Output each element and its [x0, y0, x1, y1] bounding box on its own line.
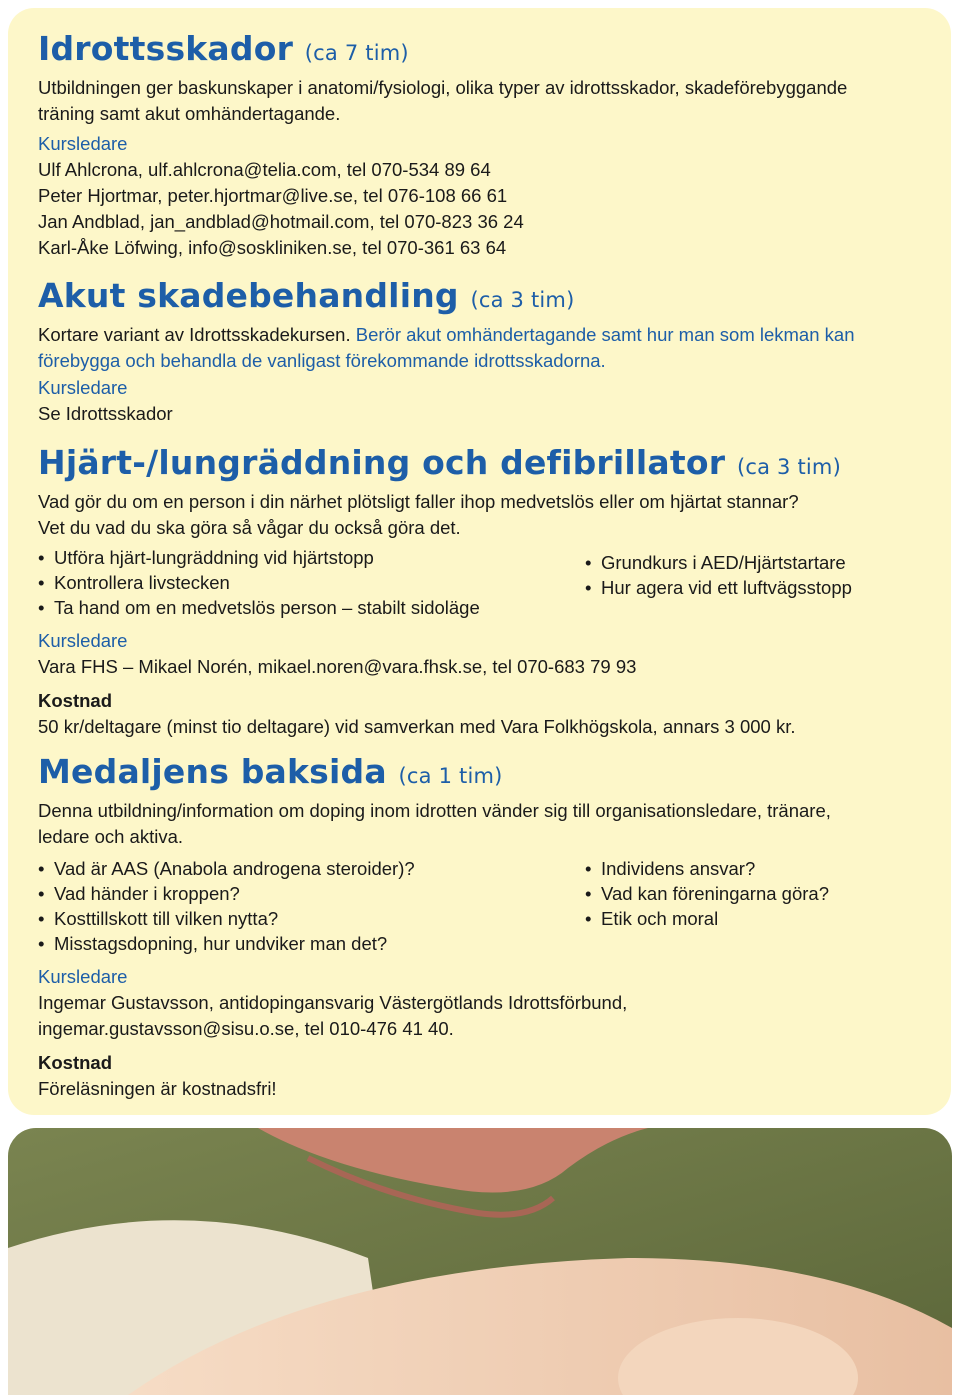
- list-item: • Misstagsdopning, hur undviker man det?: [38, 931, 585, 956]
- leader-line: Vara FHS – Mikael Norén, mikael.noren@vara.fhsk.se, tel 070-683 79 93: [38, 656, 637, 677]
- cpr-training-photo: [8, 1128, 952, 1395]
- list-item: • Hur agera vid ett luftvägsstopp: [585, 575, 852, 600]
- list-item: • Kontrollera livstecken: [38, 570, 585, 595]
- leader-line: ingemar.gustavsson@sisu.o.se, tel 010-476 41 40.: [38, 1018, 454, 1039]
- section-description: Vad gör du om en person i din närhet plötsligt faller ihop medvetslös eller om hjärtat stannar?: [38, 491, 799, 512]
- cost-text: Föreläsningen är kostnadsfri!: [38, 1078, 277, 1099]
- list-item: • Vad händer i kroppen?: [38, 881, 585, 906]
- course-leader-label: Kursledare: [38, 377, 128, 398]
- section-hjart-lungraddning: [38, 444, 918, 740]
- leader-line: Ingemar Gustavsson, antidopingansvarig Västergötlands Idrottsförbund,: [38, 992, 628, 1013]
- bullet-list-left: [38, 856, 585, 956]
- bullet-list-left: [38, 545, 585, 620]
- list-item: • Etik och moral: [585, 906, 829, 931]
- list-item: • Vad kan föreningarna göra?: [585, 881, 829, 906]
- course-leader-label: Kursledare: [38, 630, 128, 651]
- section-description: Denna utbildning/information om doping inom idrotten vänder sig till organisationsledare, tränare, ledare och aktiva.: [38, 800, 831, 847]
- cost-label: Kostnad: [38, 690, 112, 711]
- list-item: • Kosttillskott till vilken nytta?: [38, 906, 585, 931]
- section-title: Medaljens baksida (ca 1 tim): [38, 752, 503, 791]
- section-medaljens-baksida: [38, 753, 918, 1102]
- cpr-photo-illustration: [8, 1128, 952, 1395]
- section-description: Vet du vad du ska göra så vågar du också göra det.: [38, 517, 461, 538]
- list-item: • Vad är AAS (Anabola androgena steroider)?: [38, 856, 585, 881]
- section-title: Idrottsskador (ca 7 tim): [38, 29, 409, 68]
- leader-line: Se Idrottsskador: [38, 403, 173, 424]
- cost-text: 50 kr/deltagare (minst tio deltagare) vid samverkan med Vara Folkhögskola, annars 3 000 kr.: [38, 716, 796, 737]
- bullet-list-right: [585, 550, 852, 620]
- course-leader-label: Kursledare: [38, 966, 128, 987]
- section-title: Hjärt-/lungräddning och defibrillator (ca 3 tim): [38, 443, 841, 482]
- course-leader-label: Kursledare: [38, 133, 128, 154]
- leader-line: Karl-Åke Löfwing, info@soskliniken.se, tel 070-361 63 64: [38, 237, 507, 258]
- cost-label: Kostnad: [38, 1052, 112, 1073]
- list-item: • Individens ansvar?: [585, 856, 829, 881]
- section-description: Kortare variant av Idrottsskadekursen. Berör akut omhändertagande samt hur man som lekman kan förebygga och behandla de vanligast förekommande idrottsskadorna.: [38, 324, 855, 371]
- list-item: • Grundkurs i AED/Hjärtstartare: [585, 550, 852, 575]
- leader-line: Jan Andblad, jan_andblad@hotmail.com, tel 070-823 36 24: [38, 211, 524, 232]
- bullet-columns: [38, 856, 918, 956]
- leader-line: Peter Hjortmar, peter.hjortmar@live.se, tel 076-108 66 61: [38, 185, 508, 206]
- bullet-list-right: [585, 856, 829, 956]
- section-idrottsskador: [38, 30, 918, 261]
- bullet-columns: [38, 545, 918, 620]
- list-item: • Ta hand om en medvetslös person – stabilt sidoläge: [38, 595, 585, 620]
- section-description: Utbildningen ger baskunskaper i anatomi/fysiologi, olika typer av idrottsskador, skadeförebyggande träning samt akut omhändertagande.: [38, 77, 848, 124]
- leader-line: Ulf Ahlcrona, ulf.ahlcrona@telia.com, tel 070-534 89 64: [38, 159, 491, 180]
- section-akut-skadebehandling: [38, 277, 918, 427]
- section-title: Akut skadebehandling (ca 3 tim): [38, 276, 575, 315]
- list-item: • Utföra hjärt-lungräddning vid hjärtstopp: [38, 545, 585, 570]
